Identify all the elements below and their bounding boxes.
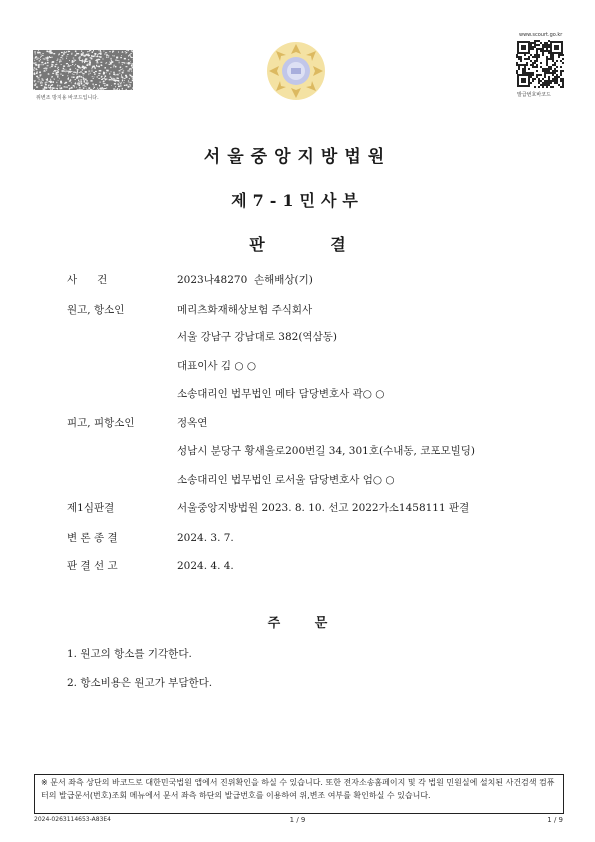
qr-code-icon — [516, 40, 564, 88]
defendant-row — [0, 415, 595, 431]
row-value: 서울중앙지방법원 2023. 8. 10. 선고 2022가소1458111 판결 — [177, 502, 470, 514]
row-value: 성남시 분당구 황새울로200번길 34, 301호(수내동, 코포모빌딩) — [177, 445, 476, 457]
court-emblem-icon — [265, 40, 327, 102]
plaintiff-address-row — [0, 329, 595, 345]
row-label: 사 건 — [67, 274, 108, 286]
defendant-address-row — [0, 443, 595, 459]
row-label: 피고, 피항소인 — [67, 417, 135, 429]
judgment-date-row — [0, 558, 595, 574]
division-name: 제7-1민사부 — [231, 191, 364, 210]
order-item: 1. 원고의 항소를 기각한다. — [67, 648, 192, 660]
first-instance-row — [0, 500, 595, 516]
order-heading: 주 문 — [267, 616, 328, 631]
row-value: 정옥연 — [177, 417, 208, 429]
row-label: 원고, 항소인 — [67, 304, 125, 316]
court-name: 서울중앙지방법원 — [203, 147, 392, 167]
row-label: 판 결 선 고 — [67, 560, 118, 572]
security-barcode — [33, 50, 133, 90]
barcode-caption: 위변조 방지용 바코드입니다. — [36, 95, 99, 101]
plaintiff-counsel-row — [0, 386, 595, 402]
document-type: 판 결 — [249, 235, 346, 254]
row-value: 소송대리인 법무법인 메타 담당변호사 곽○ ○ — [177, 388, 385, 400]
case-row — [0, 272, 595, 288]
plaintiff-row — [0, 302, 595, 318]
row-value: 2024. 3. 7. — [177, 532, 234, 544]
row-label: 제1심판결 — [67, 502, 115, 514]
row-value: 소송대리인 법무법인 로서울 담당변호사 엄○ ○ — [177, 474, 395, 486]
qr-caption: 발급번호바코드 — [517, 92, 551, 98]
row-value: 2023나48270 손해배상(기) — [177, 274, 313, 286]
row-value: 서울 강남구 강남대로 382(역삼동) — [177, 331, 337, 343]
qr-url: www.scourt.go.kr — [519, 32, 563, 38]
row-value: 대표이사 김 ○ ○ — [177, 360, 257, 372]
issue-number: 2024-0263114653-A83E4 — [34, 816, 111, 823]
defendant-counsel-row — [0, 472, 595, 488]
row-value: 2024. 4. 4. — [177, 560, 234, 572]
order-item: 2. 항소비용은 원고가 부담한다. — [67, 677, 213, 689]
page-number-right: 1 / 9 — [547, 816, 563, 824]
verification-notice: ※ 문서 좌측 상단의 바코드로 대한민국법원 앱에서 진위확인을 하실 수 있습니다. 또한 전자소송홈페이지 및 각 법원 민원실에 설치된 사건검색 컴퓨터의 발급문서(번호)조회 메뉴에서 문서 좌측 하단의 발급번호를 이용하여 위,변조 여부를 확인하실 수 있습니다. — [34, 774, 564, 814]
row-label: 변 론 종 결 — [67, 532, 118, 544]
pleading-closed-row — [0, 530, 595, 546]
row-value: 메리츠화재해상보험 주식회사 — [177, 304, 313, 316]
page-number: 1 / 9 — [289, 816, 306, 824]
plaintiff-rep-row — [0, 358, 595, 374]
